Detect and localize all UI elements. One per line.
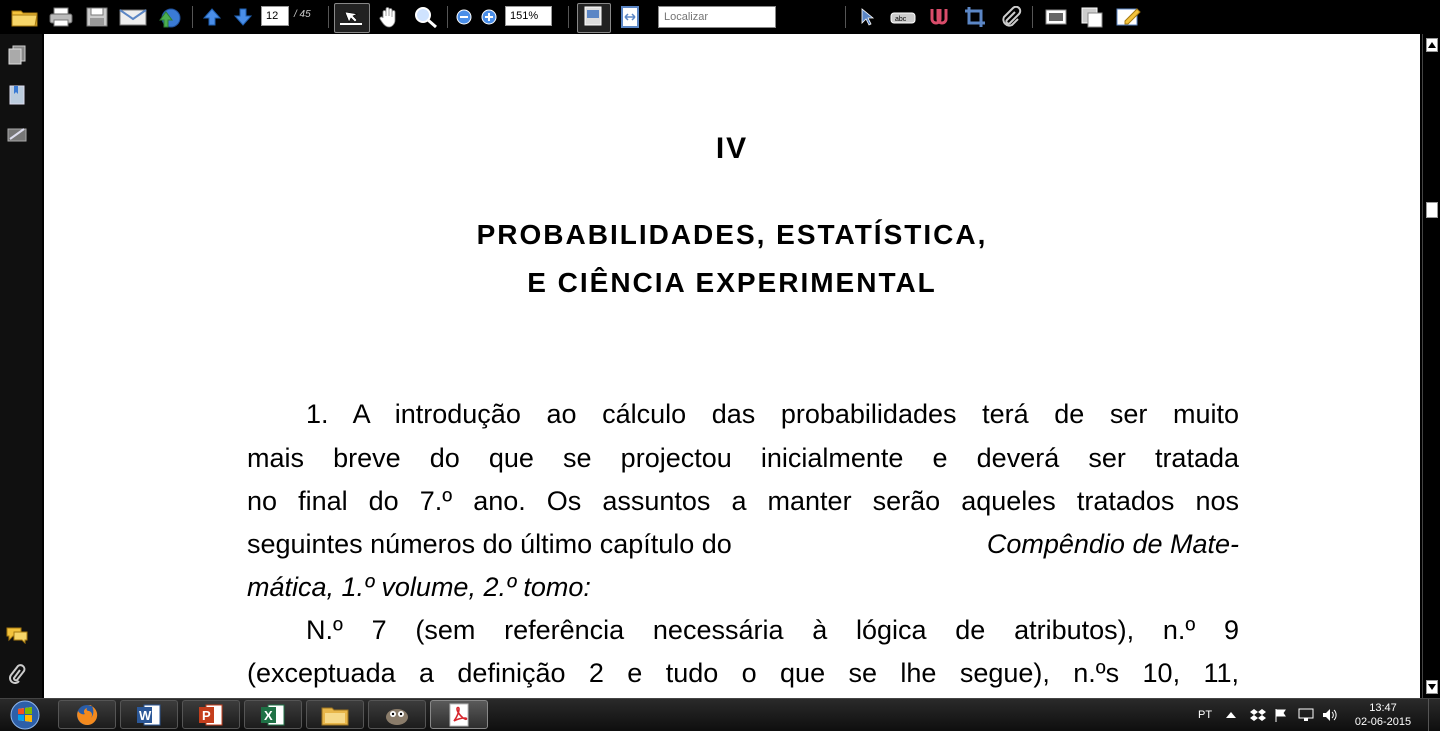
paragraph-1-line-2: mais breve do que se projectou inicialmente e deverá ser tratada bbox=[247, 443, 1239, 473]
zoom-in-icon[interactable] bbox=[479, 5, 499, 29]
scroll-down-arrow[interactable] bbox=[1426, 680, 1438, 694]
edit-form-icon[interactable] bbox=[1114, 5, 1144, 29]
pages-panel-icon[interactable] bbox=[6, 44, 28, 66]
hand-tool-icon[interactable] bbox=[376, 5, 402, 29]
chapter-title-line-2: E CIÊNCIA EXPERIMENTAL bbox=[527, 267, 937, 298]
svg-text:abc: abc bbox=[895, 16, 907, 23]
taskbar-firefox[interactable] bbox=[58, 700, 116, 729]
page-count: / 45 bbox=[294, 9, 311, 20]
taskbar-word[interactable] bbox=[120, 700, 178, 729]
open-folder-icon[interactable] bbox=[10, 5, 40, 29]
page-number-field[interactable]: 12 bbox=[261, 6, 289, 26]
zoom-out-icon[interactable] bbox=[454, 5, 474, 29]
select-tool-button[interactable] bbox=[334, 3, 370, 33]
signatures-panel-icon[interactable] bbox=[6, 124, 28, 146]
toolbar bbox=[0, 0, 1440, 35]
show-desktop-button[interactable] bbox=[1428, 699, 1440, 731]
chapter-title-line-1: PROBABILIDADES, ESTATÍSTICA, bbox=[476, 219, 988, 250]
document-page bbox=[44, 34, 1420, 698]
svg-text:P: P bbox=[202, 707, 211, 723]
volume-icon[interactable] bbox=[1322, 699, 1338, 731]
next-page-icon[interactable] bbox=[231, 5, 255, 29]
attachments-panel-icon[interactable] bbox=[6, 664, 28, 686]
web-upload-icon[interactable] bbox=[156, 5, 184, 29]
duplicate-page-icon[interactable] bbox=[1078, 5, 1106, 29]
typewriter-icon[interactable] bbox=[888, 5, 918, 29]
document-viewer[interactable] bbox=[42, 34, 1422, 698]
taskbar-excel[interactable] bbox=[244, 700, 302, 729]
taskbar-gimp[interactable] bbox=[368, 700, 426, 729]
save-icon[interactable] bbox=[84, 5, 110, 29]
scroll-thumb[interactable] bbox=[1426, 202, 1438, 218]
email-icon[interactable] bbox=[118, 5, 148, 29]
dropbox-icon[interactable] bbox=[1250, 699, 1266, 731]
scroll-up-arrow[interactable] bbox=[1426, 38, 1438, 52]
svg-text:W: W bbox=[139, 707, 152, 723]
taskbar-file-explorer[interactable] bbox=[306, 700, 364, 729]
clock-time: 13:47 bbox=[1369, 702, 1397, 714]
language-indicator[interactable]: PT bbox=[1198, 709, 1213, 721]
previous-page-icon[interactable] bbox=[200, 5, 224, 29]
taskbar-pdf-reader[interactable] bbox=[430, 700, 488, 729]
search-input[interactable] bbox=[658, 6, 776, 28]
taskbar-powerpoint[interactable] bbox=[182, 700, 240, 729]
svg-text:X: X bbox=[264, 707, 273, 723]
action-center-flag-icon[interactable] bbox=[1274, 699, 1288, 731]
paragraph-1-line-1: 1. A introdução ao cálculo das probabilidades terá de ser muito bbox=[306, 399, 1239, 429]
network-icon[interactable] bbox=[1298, 699, 1314, 731]
underline-tool-icon[interactable] bbox=[926, 5, 952, 29]
paragraph-1-line-5: mática, 1.º volume, 2.º tomo: bbox=[247, 572, 591, 602]
fit-width-icon[interactable] bbox=[617, 5, 643, 29]
fit-page-button[interactable] bbox=[577, 3, 611, 33]
zoom-tool-icon[interactable] bbox=[412, 5, 440, 29]
pointer-tool-icon[interactable] bbox=[856, 5, 878, 29]
paragraph-2-line-1: N.º 7 (sem referência necessária à lógica de atributos), n.º 9 bbox=[306, 615, 1239, 645]
comments-panel-icon[interactable] bbox=[6, 624, 28, 646]
paragraph-2-line-2: (exceptuada a definição 2 e tudo o que se lhe segue), n.ºs 10, 11, bbox=[247, 658, 1239, 688]
paragraph-1-line-3: no final do 7.º ano. Os assuntos a manter serão aqueles tratados nos bbox=[247, 486, 1239, 516]
vertical-scrollbar[interactable] bbox=[1422, 34, 1440, 698]
navigation-panel bbox=[0, 34, 43, 698]
single-page-view-icon[interactable] bbox=[1042, 5, 1070, 29]
system-clock[interactable] bbox=[1348, 701, 1418, 729]
bookmarks-panel-icon[interactable] bbox=[6, 84, 28, 106]
clock-date: 02-06-2015 bbox=[1354, 716, 1412, 728]
start-button[interactable] bbox=[4, 700, 46, 730]
crop-tool-icon[interactable] bbox=[962, 5, 988, 29]
taskbar bbox=[0, 698, 1440, 731]
tray-expand-icon[interactable] bbox=[1226, 699, 1236, 731]
attach-tool-icon[interactable] bbox=[998, 5, 1024, 29]
paragraph-1-line-4: seguintes números do último capítulo do Compêndio de Mate- bbox=[247, 529, 1239, 559]
print-icon[interactable] bbox=[48, 5, 74, 29]
zoom-level-field[interactable]: 151% bbox=[505, 6, 552, 26]
chapter-number: IV bbox=[715, 132, 749, 165]
